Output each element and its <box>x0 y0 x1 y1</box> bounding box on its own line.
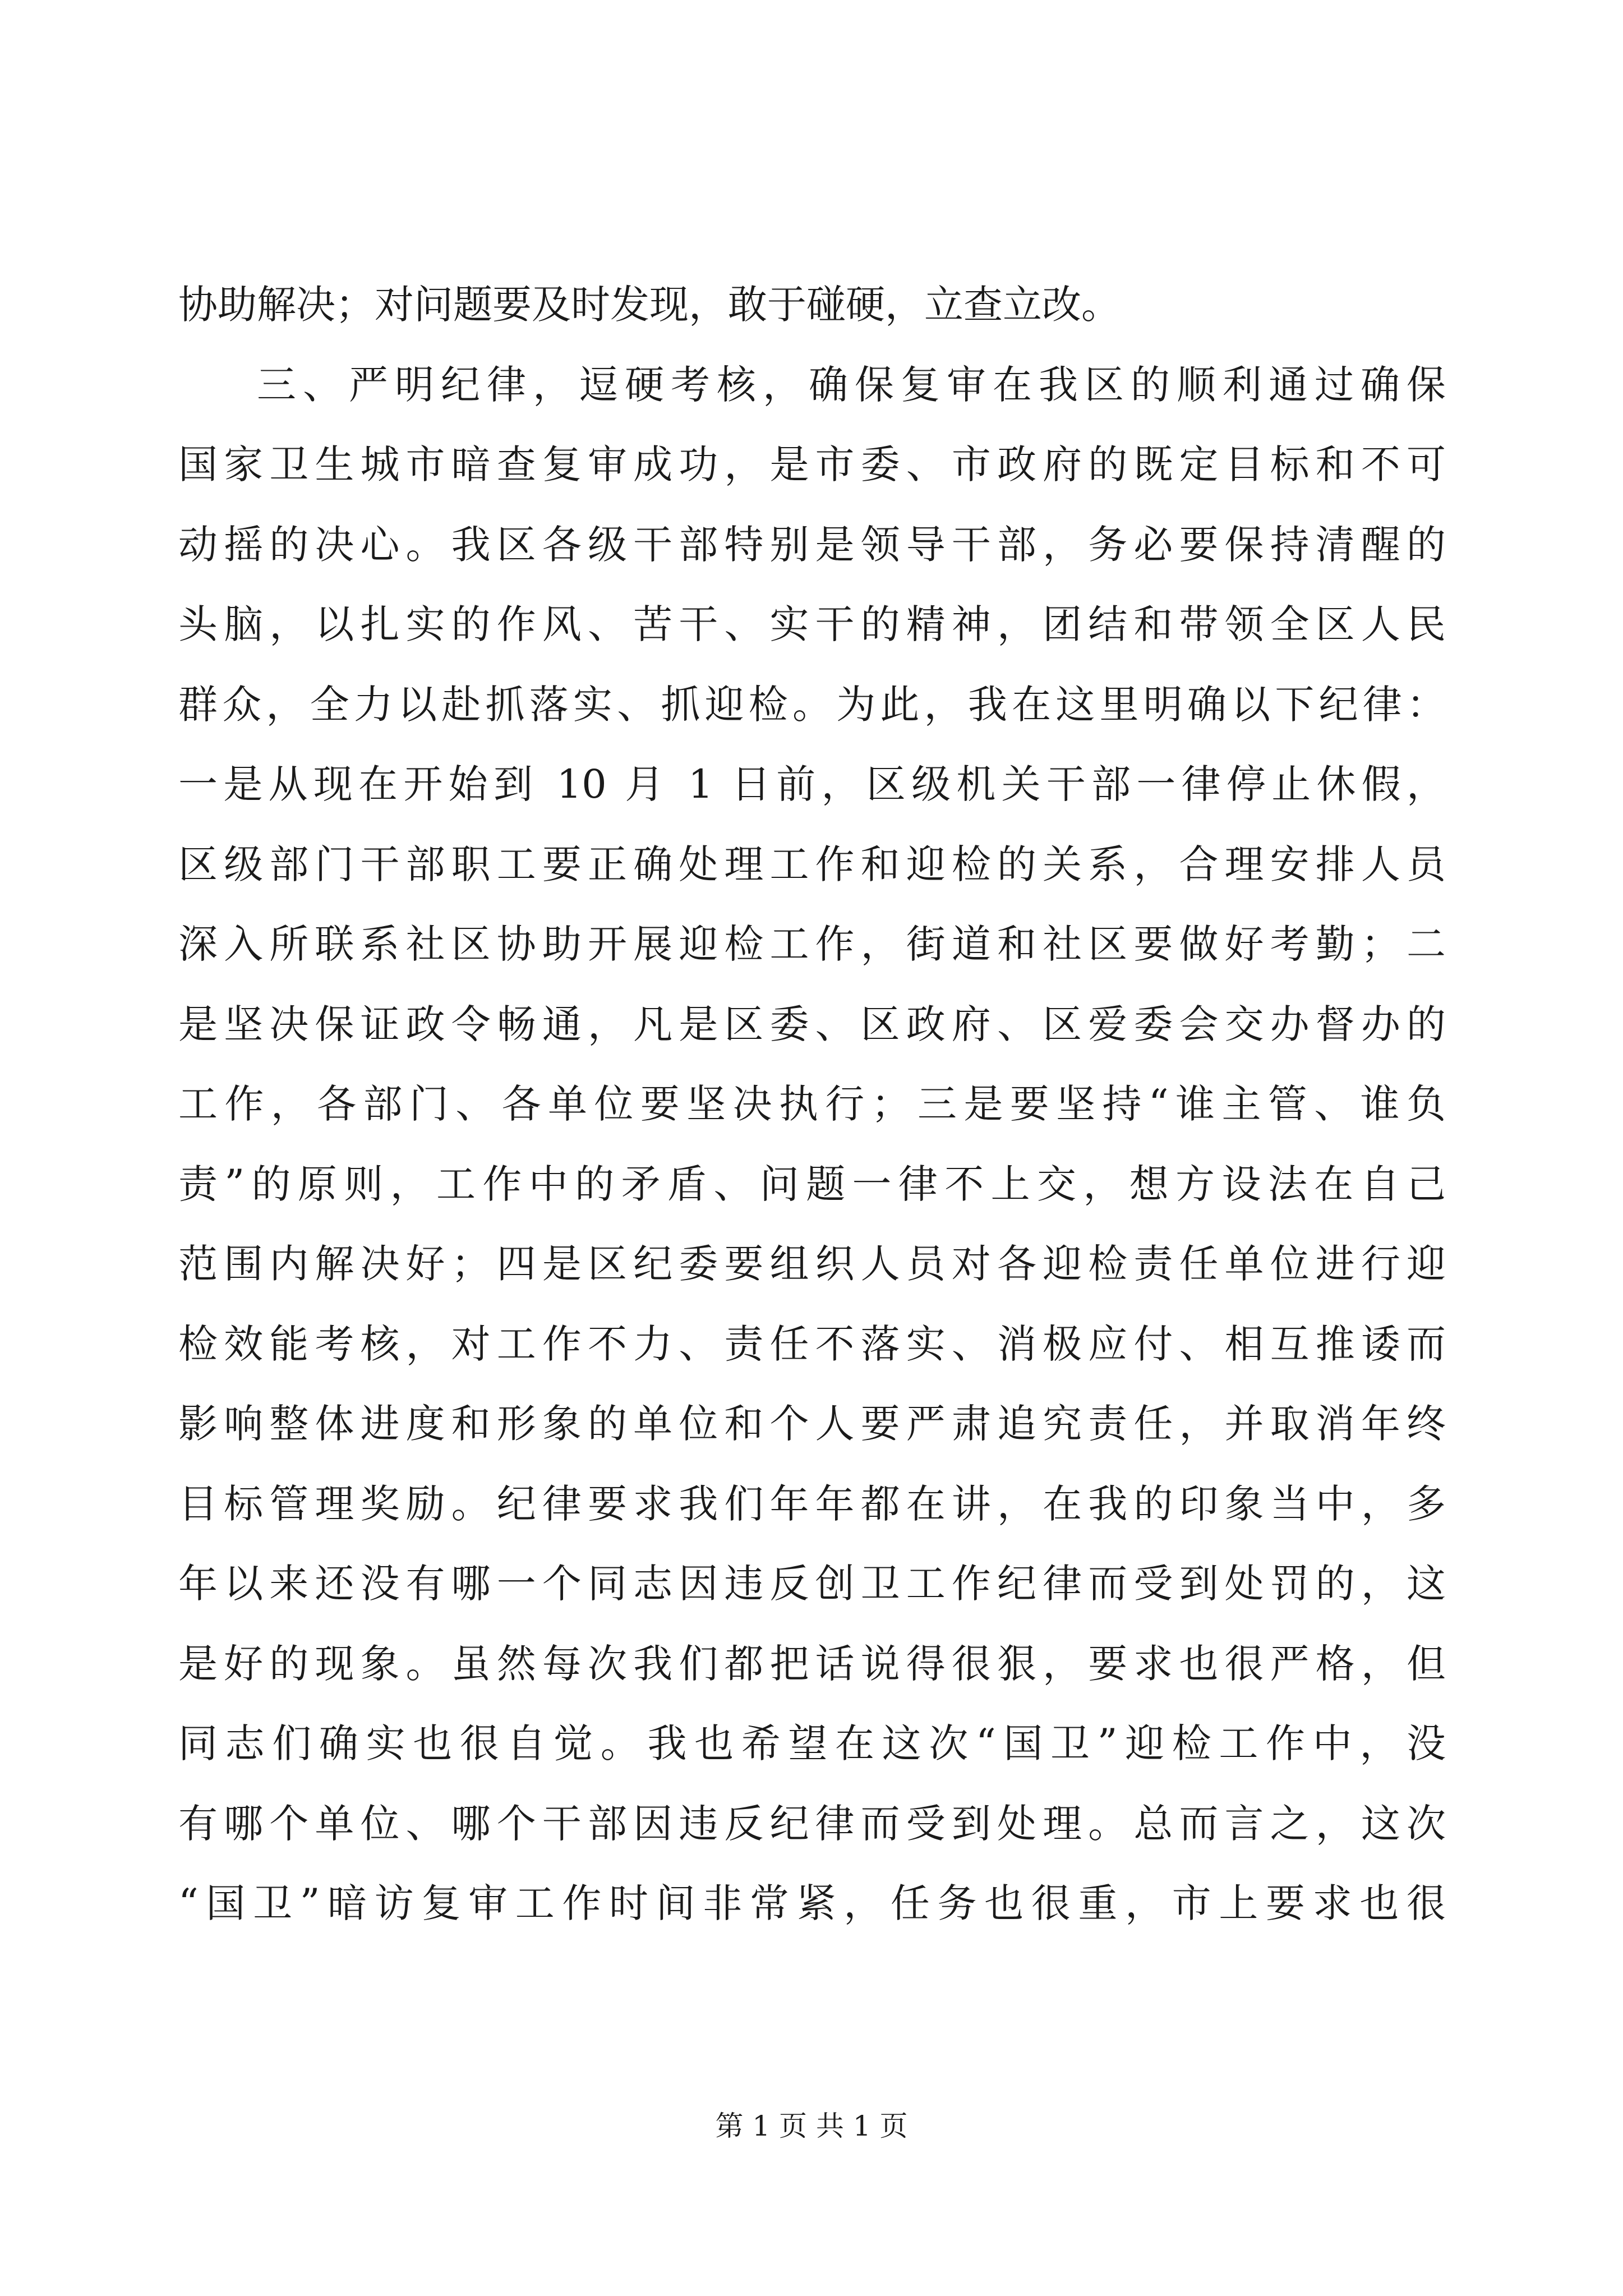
page-footer <box>0 2109 1623 2143</box>
text-line: 头脑，以扎实的作风、苦干、实干的精神，团结和带领全区人民 <box>178 601 1446 647</box>
text-line: 一是从现在开始到 10 月 1 日前，区级机关干部一律停止休假， <box>178 761 1446 807</box>
text-line: 责”的原则，工作中的矛盾、问题一律不上交，想方设法在自己 <box>178 1161 1446 1207</box>
text-line: 是好的现象。虽然每次我们都把话说得很狠，要求也很严格，但 <box>178 1640 1446 1687</box>
text-line: 工作，各部门、各单位要坚决执行；三是要坚持“谁主管、谁负 <box>178 1081 1446 1127</box>
text-line: 年以来还没有哪一个同志因违反创卫工作纪律而受到处罚的，这 <box>178 1561 1446 1607</box>
text-line: 深入所联系社区协助开展迎检工作，街道和社区要做好考勤；二 <box>178 921 1446 967</box>
section-heading-line: 三、严明纪律，逗硬考核，确保复审在我区的顺利通过确保 <box>257 361 1446 408</box>
text-line: 同志们确实也很自觉。我也希望在这次“国卫”迎检工作中，没 <box>178 1720 1446 1766</box>
text-line: 群众，全力以赴抓落实、抓迎检。为此，我在这里明确以下纪律： <box>178 681 1446 728</box>
page-number-label: 第 1 页 共 1 页 <box>715 2110 908 2142</box>
text-line: 国家卫生城市暗查复审成功，是市委、市政府的既定目标和不可 <box>178 441 1446 487</box>
text-line: 是坚决保证政令畅通，凡是区委、区政府、区爱委会交办督办的 <box>178 1001 1446 1047</box>
text-line: 影响整体进度和形象的单位和个人要严肃追究责任，并取消年终 <box>178 1401 1446 1447</box>
text-line: 区级部门干部职工要正确处理工作和迎检的关系，合理安排人员 <box>178 841 1446 887</box>
body-text <box>178 265 1446 1944</box>
text-line: 目标管理奖励。纪律要求我们年年都在讲，在我的印象当中，多 <box>178 1480 1446 1527</box>
text-line: 协助解决；对问题要及时发现，敢于碰硬，立查立改。 <box>178 282 1121 328</box>
text-line: 动摇的决心。我区各级干部特别是领导干部，务必要保持清醒的 <box>178 521 1446 568</box>
text-line: 有哪个单位、哪个干部因违反纪律而受到处理。总而言之，这次 <box>178 1800 1446 1847</box>
text-line: 范围内解决好；四是区纪委要组织人员对各迎检责任单位进行迎 <box>178 1241 1446 1287</box>
text-line: 检效能考核，对工作不力、责任不落实、消极应付、相互推诿而 <box>178 1320 1446 1367</box>
text-line: “国卫”暗访复审工作时间非常紧，任务也很重，市上要求也很 <box>178 1880 1446 1926</box>
